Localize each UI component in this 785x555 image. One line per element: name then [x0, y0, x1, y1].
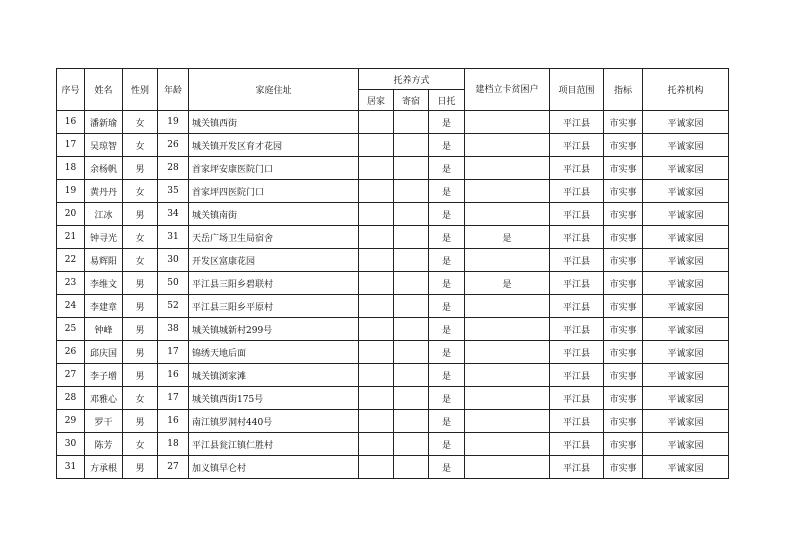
cell-scope: 平江县	[550, 134, 604, 157]
cell-scope: 平江县	[550, 341, 604, 364]
cell-organization: 平诚家园	[643, 111, 729, 134]
table-row	[57, 249, 729, 272]
cell-indicator: 市实事	[604, 456, 643, 479]
cell-age: 16	[158, 410, 189, 433]
cell-home-care	[359, 226, 394, 249]
cell-name: 李建章	[85, 295, 123, 318]
table-row	[57, 272, 729, 295]
cell-organization: 平诚家园	[643, 272, 729, 295]
cell-scope: 平江县	[550, 111, 604, 134]
cell-address: 城关镇开发区育才花园	[189, 134, 359, 157]
cell-gender: 男	[123, 295, 158, 318]
cell-day-care: 是	[429, 111, 465, 134]
cell-address: 城关镇西街175号	[189, 387, 359, 410]
cell-indicator: 市实事	[604, 410, 643, 433]
cell-scope: 平江县	[550, 157, 604, 180]
table-row	[57, 226, 729, 249]
cell-seq: 23	[57, 272, 85, 295]
cell-indicator: 市实事	[604, 387, 643, 410]
cell-organization: 平诚家园	[643, 433, 729, 456]
cell-scope: 平江县	[550, 318, 604, 341]
header-age: 年龄	[158, 69, 189, 111]
cell-seq: 16	[57, 111, 85, 134]
cell-address: 城关镇南街	[189, 203, 359, 226]
cell-seq: 31	[57, 456, 85, 479]
cell-boarding	[394, 364, 429, 387]
cell-age: 30	[158, 249, 189, 272]
cell-scope: 平江县	[550, 410, 604, 433]
cell-indicator: 市实事	[604, 180, 643, 203]
cell-name: 方承根	[85, 456, 123, 479]
cell-scope: 平江县	[550, 180, 604, 203]
cell-boarding	[394, 456, 429, 479]
cell-poor-household	[465, 341, 550, 364]
cell-address: 城关镇城新村299号	[189, 318, 359, 341]
cell-day-care: 是	[429, 180, 465, 203]
cell-poor-household: 是	[465, 272, 550, 295]
cell-home-care	[359, 295, 394, 318]
cell-address: 加义镇早仑村	[189, 456, 359, 479]
cell-day-care: 是	[429, 295, 465, 318]
cell-gender: 男	[123, 318, 158, 341]
cell-seq: 30	[57, 433, 85, 456]
cell-organization: 平诚家园	[643, 295, 729, 318]
cell-boarding	[394, 157, 429, 180]
cell-poor-household	[465, 364, 550, 387]
header-scope: 项目范围	[550, 69, 604, 111]
cell-address: 开发区富康花园	[189, 249, 359, 272]
cell-scope: 平江县	[550, 387, 604, 410]
cell-day-care: 是	[429, 456, 465, 479]
cell-address: 城关镇西街	[189, 111, 359, 134]
cell-organization: 平诚家园	[643, 364, 729, 387]
cell-seq: 20	[57, 203, 85, 226]
cell-boarding	[394, 318, 429, 341]
table-row	[57, 341, 729, 364]
cell-address: 首家坪四医院门口	[189, 180, 359, 203]
cell-seq: 27	[57, 364, 85, 387]
header-gender: 性别	[123, 69, 158, 111]
cell-poor-household	[465, 249, 550, 272]
cell-name: 李维文	[85, 272, 123, 295]
cell-home-care	[359, 249, 394, 272]
cell-home-care	[359, 341, 394, 364]
table-body	[57, 111, 729, 479]
cell-day-care: 是	[429, 387, 465, 410]
header-day-care: 日托	[429, 90, 465, 111]
table-row	[57, 364, 729, 387]
cell-seq: 21	[57, 226, 85, 249]
cell-name: 罗干	[85, 410, 123, 433]
cell-day-care: 是	[429, 433, 465, 456]
cell-organization: 平诚家园	[643, 157, 729, 180]
cell-indicator: 市实事	[604, 364, 643, 387]
header-name: 姓名	[85, 69, 123, 111]
cell-scope: 平江县	[550, 433, 604, 456]
cell-indicator: 市实事	[604, 272, 643, 295]
cell-age: 16	[158, 364, 189, 387]
cell-seq: 24	[57, 295, 85, 318]
cell-day-care: 是	[429, 157, 465, 180]
cell-address: 首家坪安康医院门口	[189, 157, 359, 180]
cell-gender: 女	[123, 249, 158, 272]
cell-indicator: 市实事	[604, 111, 643, 134]
cell-scope: 平江县	[550, 272, 604, 295]
cell-gender: 男	[123, 341, 158, 364]
cell-home-care	[359, 111, 394, 134]
cell-home-care	[359, 387, 394, 410]
cell-home-care	[359, 134, 394, 157]
header-indicator: 指标	[604, 69, 643, 111]
cell-gender: 男	[123, 364, 158, 387]
cell-home-care	[359, 318, 394, 341]
cell-address: 平江县三阳乡平原村	[189, 295, 359, 318]
cell-gender: 男	[123, 272, 158, 295]
cell-scope: 平江县	[550, 295, 604, 318]
cell-name: 陈芳	[85, 433, 123, 456]
cell-age: 18	[158, 433, 189, 456]
header-poor-household: 建档立卡贫困户	[465, 69, 550, 111]
cell-gender: 女	[123, 226, 158, 249]
cell-boarding	[394, 341, 429, 364]
cell-gender: 女	[123, 433, 158, 456]
cell-organization: 平诚家园	[643, 456, 729, 479]
cell-address: 天岳广场卫生局宿舍	[189, 226, 359, 249]
cell-poor-household	[465, 387, 550, 410]
cell-boarding	[394, 111, 429, 134]
cell-organization: 平诚家园	[643, 341, 729, 364]
cell-address: 锦绣天地后面	[189, 341, 359, 364]
cell-day-care: 是	[429, 364, 465, 387]
table-row	[57, 410, 729, 433]
cell-seq: 22	[57, 249, 85, 272]
cell-poor-household	[465, 180, 550, 203]
cell-age: 17	[158, 387, 189, 410]
cell-indicator: 市实事	[604, 318, 643, 341]
cell-organization: 平诚家园	[643, 180, 729, 203]
cell-age: 27	[158, 456, 189, 479]
cell-age: 17	[158, 341, 189, 364]
header-seq: 序号	[57, 69, 85, 111]
cell-address: 平江县三阳乡碧联村	[189, 272, 359, 295]
cell-seq: 17	[57, 134, 85, 157]
cell-seq: 19	[57, 180, 85, 203]
cell-organization: 平诚家园	[643, 203, 729, 226]
cell-gender: 女	[123, 387, 158, 410]
cell-home-care	[359, 180, 394, 203]
cell-boarding	[394, 249, 429, 272]
cell-boarding	[394, 226, 429, 249]
cell-day-care: 是	[429, 226, 465, 249]
header-care-mode: 托养方式	[359, 69, 465, 90]
cell-boarding	[394, 180, 429, 203]
cell-address: 城关镇浏家滩	[189, 364, 359, 387]
cell-age: 26	[158, 134, 189, 157]
cell-age: 35	[158, 180, 189, 203]
cell-scope: 平江县	[550, 249, 604, 272]
cell-poor-household	[465, 318, 550, 341]
cell-poor-household	[465, 134, 550, 157]
cell-seq: 29	[57, 410, 85, 433]
cell-name: 钟峰	[85, 318, 123, 341]
table-row	[57, 318, 729, 341]
cell-organization: 平诚家园	[643, 226, 729, 249]
cell-boarding	[394, 203, 429, 226]
cell-gender: 男	[123, 203, 158, 226]
cell-home-care	[359, 203, 394, 226]
cell-name: 潘新瑜	[85, 111, 123, 134]
cell-poor-household	[465, 111, 550, 134]
table-row	[57, 295, 729, 318]
cell-gender: 女	[123, 134, 158, 157]
cell-gender: 男	[123, 410, 158, 433]
cell-name: 易辉阳	[85, 249, 123, 272]
cell-poor-household	[465, 203, 550, 226]
table-row	[57, 456, 729, 479]
table-row	[57, 157, 729, 180]
header-organization: 托养机构	[643, 69, 729, 111]
cell-indicator: 市实事	[604, 134, 643, 157]
cell-indicator: 市实事	[604, 157, 643, 180]
cell-indicator: 市实事	[604, 203, 643, 226]
cell-day-care: 是	[429, 318, 465, 341]
cell-age: 34	[158, 203, 189, 226]
cell-scope: 平江县	[550, 226, 604, 249]
cell-name: 邓雅心	[85, 387, 123, 410]
table-header	[57, 69, 729, 111]
cell-organization: 平诚家园	[643, 249, 729, 272]
cell-name: 余杨帆	[85, 157, 123, 180]
cell-home-care	[359, 410, 394, 433]
cell-day-care: 是	[429, 134, 465, 157]
cell-gender: 女	[123, 111, 158, 134]
cell-organization: 平诚家园	[643, 318, 729, 341]
cell-day-care: 是	[429, 272, 465, 295]
cell-boarding	[394, 433, 429, 456]
cell-boarding	[394, 134, 429, 157]
cell-age: 19	[158, 111, 189, 134]
cell-home-care	[359, 157, 394, 180]
cell-name: 邱庆国	[85, 341, 123, 364]
cell-poor-household	[465, 456, 550, 479]
cell-day-care: 是	[429, 341, 465, 364]
cell-indicator: 市实事	[604, 433, 643, 456]
header-home-care: 居家	[359, 90, 394, 111]
cell-address: 南江镇罗洞村440号	[189, 410, 359, 433]
cell-name: 吴琼智	[85, 134, 123, 157]
cell-age: 28	[158, 157, 189, 180]
cell-poor-household	[465, 295, 550, 318]
cell-poor-household: 是	[465, 226, 550, 249]
cell-home-care	[359, 433, 394, 456]
cell-age: 50	[158, 272, 189, 295]
table-row	[57, 433, 729, 456]
cell-age: 52	[158, 295, 189, 318]
header-boarding: 寄宿	[394, 90, 429, 111]
cell-seq: 25	[57, 318, 85, 341]
cell-organization: 平诚家园	[643, 387, 729, 410]
care-roster-table	[56, 68, 729, 479]
cell-name: 黄丹丹	[85, 180, 123, 203]
cell-seq: 26	[57, 341, 85, 364]
cell-boarding	[394, 272, 429, 295]
table-row	[57, 111, 729, 134]
cell-age: 38	[158, 318, 189, 341]
cell-organization: 平诚家园	[643, 134, 729, 157]
cell-home-care	[359, 456, 394, 479]
cell-day-care: 是	[429, 203, 465, 226]
cell-day-care: 是	[429, 410, 465, 433]
cell-name: 李子增	[85, 364, 123, 387]
cell-scope: 平江县	[550, 456, 604, 479]
cell-boarding	[394, 410, 429, 433]
cell-boarding	[394, 295, 429, 318]
cell-organization: 平诚家园	[643, 410, 729, 433]
header-row-top	[57, 69, 729, 90]
cell-poor-household	[465, 433, 550, 456]
cell-name: 钟寻光	[85, 226, 123, 249]
cell-indicator: 市实事	[604, 341, 643, 364]
cell-poor-household	[465, 157, 550, 180]
table-row	[57, 387, 729, 410]
cell-gender: 男	[123, 456, 158, 479]
cell-home-care	[359, 364, 394, 387]
cell-seq: 28	[57, 387, 85, 410]
cell-day-care: 是	[429, 249, 465, 272]
cell-age: 31	[158, 226, 189, 249]
cell-home-care	[359, 272, 394, 295]
table-row	[57, 203, 729, 226]
table-row	[57, 180, 729, 203]
cell-seq: 18	[57, 157, 85, 180]
cell-indicator: 市实事	[604, 295, 643, 318]
cell-address: 平江县瓮江镇仁胜村	[189, 433, 359, 456]
table-row	[57, 134, 729, 157]
cell-name: 江冰	[85, 203, 123, 226]
cell-scope: 平江县	[550, 203, 604, 226]
cell-indicator: 市实事	[604, 226, 643, 249]
cell-indicator: 市实事	[604, 249, 643, 272]
cell-gender: 男	[123, 157, 158, 180]
cell-gender: 女	[123, 180, 158, 203]
cell-scope: 平江县	[550, 364, 604, 387]
cell-boarding	[394, 387, 429, 410]
header-address: 家庭住址	[189, 69, 359, 111]
cell-poor-household	[465, 410, 550, 433]
